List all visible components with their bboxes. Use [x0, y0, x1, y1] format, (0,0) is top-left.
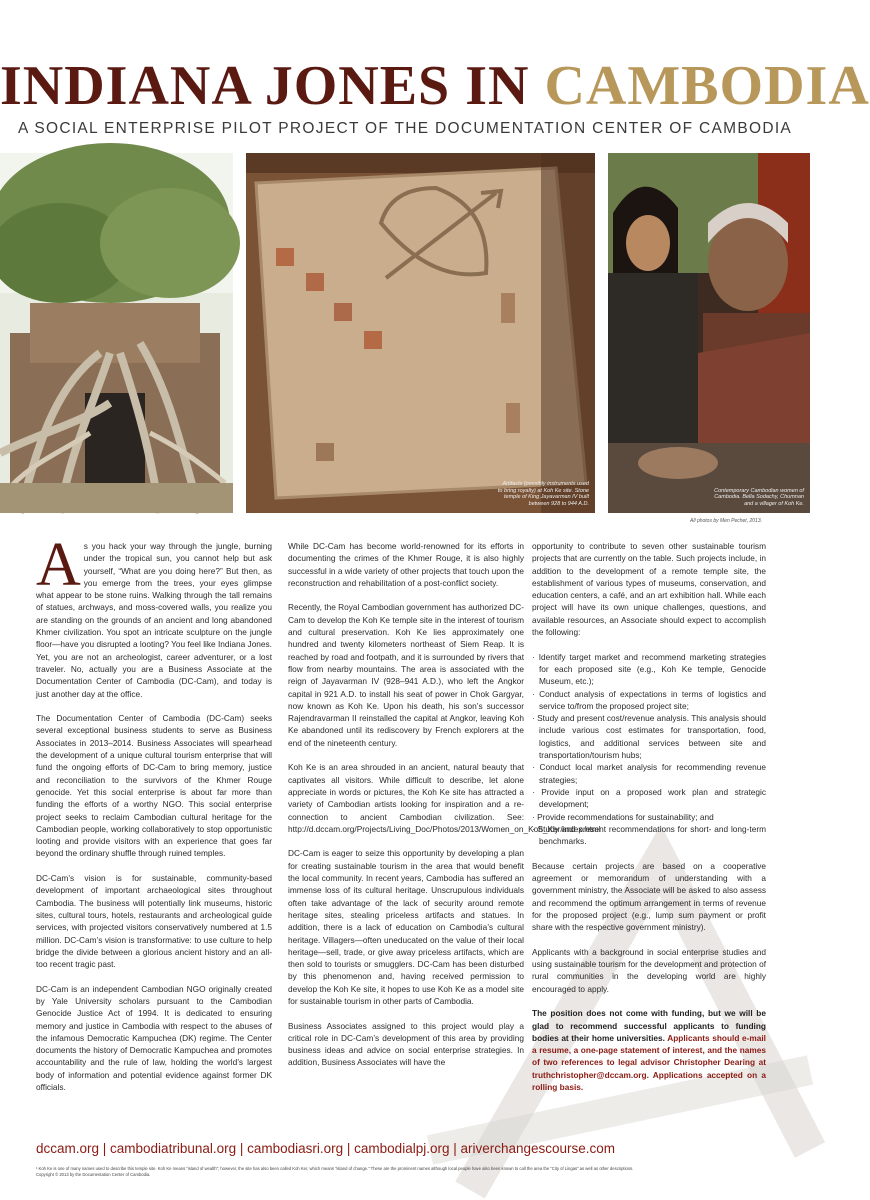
title-part-1: INDIANA JONES IN — [0, 55, 530, 117]
photo-caption: Contemporary Cambodian women of Cambodia. Bella Sodachy, Chumnan and a villager of Koh Ke. — [714, 487, 804, 507]
paragraph: Because certain projects are based on a cooperative agreement or memorandum of understanding with a government ministry, the Associate will be asked to also assess and recommend the optimum arrangement in terms of revenue for the proposed project (e.g., lump sum payment or profit share with the respective government ministry). — [532, 860, 766, 933]
paragraph: Applicants with a background in social enterprise studies and using sustainable tourism for the development and protection of rural communities in the developing world are highly encouraged to apply. — [532, 946, 766, 994]
paragraph: Koh Ke is an area shrouded in an ancient, natural beauty that captivates all visitors. While difficult to describe, let alone appreciate in words or pictures, the Koh Ke site has attracted a variety of Cambodian artists looking for inspiration and a re-connection to ancient Cambodian civilization. See: http://d.dccam.org/Projects/Living_Doc/Photos/2013/Women_on_Koh_Ker/index.html — [288, 762, 601, 834]
article-column-3 — [532, 540, 766, 1106]
paragraph: While DC-Cam has become world-renowned for its efforts in documenting the crimes of the Khmer Rouge, it is also highly successful in a wide variety of other projects that touch upon the reconstruction and rehabilitation of a post-conflict society. — [288, 541, 524, 588]
article-column-2 — [288, 540, 601, 1081]
article-column-1 — [36, 531, 272, 1106]
photo-strip — [0, 153, 810, 513]
title-part-2: CAMBODIA — [544, 55, 870, 117]
page-title — [0, 55, 870, 117]
list-item: · Provide recommendations for sustainability; and — [532, 811, 766, 823]
paragraph: opportunity to contribute to seven other sustainable tourism projects that are currently on the table. Such projects include, in addition to the development of a remote temple site, the establishment of various types of museums, conservation, and education centers, a café, and an art exhibition hall. While each project will have its own unique challenges, questions, and available resources, an Associate should expect to accomplish the following: — [532, 541, 766, 638]
footer-links[interactable]: dccam.org | cambodiatribunal.org | cambodiasri.org | cambodialpj.org | ariverchangescourse.com — [36, 1141, 616, 1156]
task-list — [532, 651, 766, 848]
list-item: · Study and present cost/revenue analysis. This analysis should include various cost estimates for transportation, food, logistics, and additional services between site and transportation/tourism hubs; — [532, 712, 766, 761]
paragraph — [36, 531, 272, 700]
drop-cap: A — [36, 531, 81, 599]
list-item: · Provide input on a proposed work plan and strategic development; — [532, 786, 766, 811]
copyright: Copyright © 2013 by the Documentation Center of Cambodia. — [36, 1171, 151, 1177]
application-notice — [532, 1007, 766, 1093]
footnote-text: ¹ Koh Ke is one of many names used to describe this temple site. Koh Ke means “island of wealth”; however, the site has also been called Koh Ker, which means “island of change.” These are the prominent names although local people have also been known to call the area the “City of Lingas” as well as other descriptions. — [36, 1166, 634, 1171]
list-item: · Conduct analysis of expectations in terms of logistics and service to/from the proposed project site; — [532, 688, 766, 713]
list-item: · Identify target market and recommend marketing strategies for each proposed site (e.g., Koh Ke temple, Genocide Museum, etc.); — [532, 651, 766, 688]
application-instructions: Applicants should e-mail a resume, a one-page statement of interest, and the names of two references to legal advisor Christopher Dearing at truthchristopher@dccam.org. Applications accepted on a rolling basis. — [532, 1032, 766, 1093]
photo-temple-ruins — [0, 153, 233, 513]
article-body — [36, 531, 780, 1093]
paragraph: DC-Cam is eager to seize this opportunity by developing a plan for creating sustainable tourism in the area that would benefit the local community. In recent years, Cambodia has suffered an immense loss of its cultural heritage. Unscrupulous individuals often take advantage of the lack of security around remote heritage sites, stealing priceless artifacts and statues. In addition, there is a lack of education on Cambodia’s cultural heritage. Villagers—often uneducated on the value of their local heritage—sell, trade, or give away priceless artifacts, which are then sold to tourists or smugglers. DC-Cam has been disturbed by this phenomenon and, having received permission to develop the Koh Ke site, it hopes to use Koh Ke as a model site for sustainable tourism in other parts of Cambodia. — [288, 848, 524, 1006]
paragraph-text: s you hack your way through the jungle, burning under the tropical sun, you cannot help but ask yourself, “What are you doing here?” But then, as you emerge from the trees, your eyes glimpse what appear to be stone ruins. Walking through the tall remains of statues, archways, and moss-covered walls, you realize you are standing on the grounds of an ancient and long abandoned Khmer civilization. You spot an intricate sculpture on the jungle floor—have you disrupted a looting? You feel like Indiana Jones. Yet, you are not an archeologist, career adventurer, or a lost traveler. No, actually you are a Business Associate at the Documentation Center of Cambodia (DC-Cam), and today is just another day at the office. — [36, 541, 272, 699]
footnote — [36, 1166, 776, 1177]
paragraph: Business Associates assigned to this project would play a critical role in DC-Cam’s development of this area by providing business ideas and advice on social enterprise strategies. In addition, Business Associates will have the — [288, 1020, 524, 1068]
list-item: · Conduct local market analysis for recommending revenue strategies; — [532, 761, 766, 786]
photo-credit: All photos by Men Pechet, 2013. — [690, 518, 762, 524]
page-subtitle: A SOCIAL ENTERPRISE PILOT PROJECT OF THE DOCUMENTATION CENTER OF CAMBODIA — [17, 120, 793, 137]
page-header — [0, 55, 870, 138]
paragraph: DC-Cam is an independent Cambodian NGO originally created by Yale University scholars pursuant to the Cambodian Genocide Justice Act of 1994. It is dedicated to ensuring memory and justice in Cambodia with respect to the abuses of the infamous Democratic Kampuchea (DK) regime. The Center documents the history of Democratic Kampuchea and promotes accountability and the rule of law, holding the world’s largest body of information and potential evidence against former DK officials. — [36, 983, 272, 1093]
photo-stone-carving — [246, 153, 595, 513]
paragraph: DC-Cam’s vision is for sustainable, community-based development of important archaeological sites throughout Cambodia. The business will potentially link museums, historic sites, cultural tours, hotels, restaurants and archeological guide services, with projected visitors conservatively numbered at 1.5 million. DC-Cam’s vision is transformative: to use culture to help bridge the divide between a glorious ancient history and an all-too recent tragic past. — [36, 873, 272, 970]
photo-women — [608, 153, 810, 513]
funding-note: The position does not come with funding, but we will be glad to recommend successful applicants to funding bodies at their home universities. — [532, 1008, 766, 1043]
paragraph: Recently, the Royal Cambodian government has authorized DC-Cam to develop the Koh Ke temple site in the interest of tourism and cultural preservation. Koh Ke lies approximately one hundred and twenty kilometers northeast of Siem Reap. It is reached by road and footpath, and it is surrounded by rivers that flow from nearby mountains. The area is associated with the reign of Jayavarman IV (928–941 A.D.), who left the Angkor capital in 921 A.D. to install his seat of power in Chok Gargyar, now known as Koh Ke. Upon his death, his son’s successor Rajendravarman II reinstalled the capital at Angkor, leaving Koh Ke abandoned until its rediscovery by French explorers at the end of the nineteenth century. — [288, 602, 524, 748]
photo-caption: Artifacts (possibly instruments used to bring royalty) at Koh Ke site. Stone temple of King Jayavarman IV built between 928 to 944 A.D. — [497, 481, 589, 507]
list-item: · Study and present recommendations for short- and long-term benchmarks. — [532, 823, 766, 848]
paragraph: The Documentation Center of Cambodia (DC-Cam) seeks several exceptional business students to serve as Business Associates in 2013–2014. Business Associates will spearhead the development of a unique cultural tourism enterprise that will fund the ongoing efforts of DC-Cam to bring memory, justice and reconciliation to the survivors of the Khmer Rouge genocide. Yet this social enterprise is about far more than funding the efforts of a worthy NGO. This social enterprise project seeks to reclaim Cambodian cultural heritage for the Cambodian people, working collaboratively to stop opportunistic looting and provide visitors with an experience that goes far beyond the ordinary shuffle through ruined temples. — [36, 713, 272, 859]
